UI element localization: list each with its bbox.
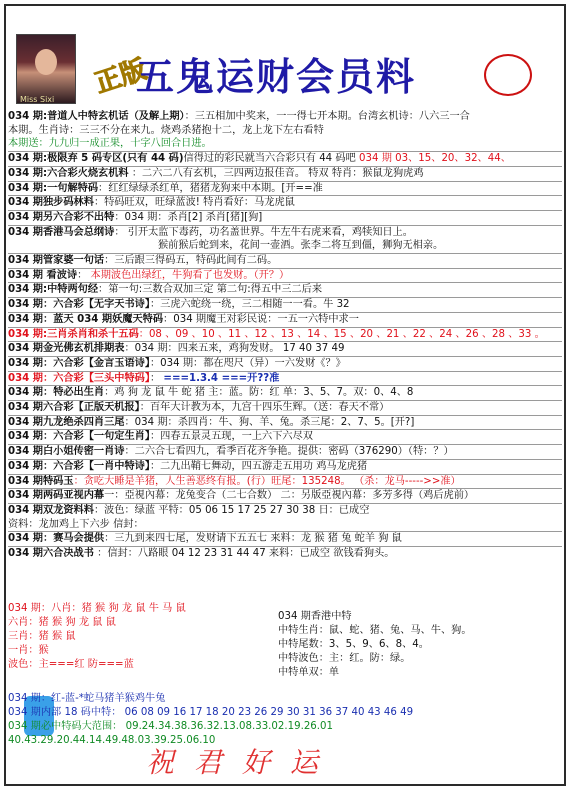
text-span: 034 期: bbox=[8, 153, 48, 165]
text-span: ：红红绿绿杀红单，猪猪龙狗来中本期。[开==准 bbox=[98, 182, 323, 194]
text-span: 六合彩【无字天书诗】 bbox=[53, 299, 150, 311]
text-span: 034 期: bbox=[8, 111, 48, 122]
bottom-left-line bbox=[8, 630, 278, 644]
text-span: 034 期: bbox=[8, 182, 48, 194]
text-span: ===1.3.4 ===开??准 bbox=[163, 372, 280, 384]
text-span: 034 期 03、15、20、32、44、 bbox=[355, 153, 511, 165]
text-span: 贪吃大睡是羊猪，人生善恶终有报。(行）旺尾：135248。 （杀：龙马----->>准） bbox=[83, 475, 461, 487]
text-span: 六合彩【三头中特码】 bbox=[53, 372, 150, 384]
text-span: 特必出生肖 bbox=[53, 387, 105, 399]
text-span: 赛马会提供 bbox=[53, 533, 105, 545]
text-span: 香港马会总纲诗 bbox=[43, 226, 115, 238]
text-span: 另六合彩不出特 bbox=[43, 211, 115, 223]
face-shape bbox=[35, 49, 57, 75]
text-span: 六合彩【金言玉语诗】 bbox=[53, 357, 150, 369]
page-title: 五鬼运财会员料 bbox=[136, 55, 417, 99]
content-lines bbox=[8, 110, 562, 561]
text-span: 一肖：猴 bbox=[8, 645, 49, 656]
text-span: 金光佛玄机排期表 bbox=[43, 343, 125, 355]
content-line bbox=[8, 253, 562, 268]
text-span: 六合彩【一肖中特诗】 bbox=[53, 460, 150, 472]
text-span: 034 期： bbox=[8, 299, 54, 311]
content-line bbox=[8, 166, 562, 181]
text-span: ： bbox=[149, 372, 164, 384]
bottom-right-line bbox=[278, 652, 558, 666]
text-span: 034 期 bbox=[8, 490, 43, 502]
content-line bbox=[8, 400, 562, 415]
content-line bbox=[8, 268, 562, 283]
footer-line bbox=[8, 706, 562, 720]
footer-lines bbox=[8, 692, 562, 748]
text-span: 034 期： bbox=[8, 357, 54, 369]
page-frame bbox=[4, 4, 566, 786]
text-span: 中特两句经 bbox=[47, 284, 99, 296]
text-span: 034 期: bbox=[8, 167, 48, 179]
text-span: 034 期 bbox=[8, 211, 43, 223]
content-line bbox=[8, 518, 562, 532]
content-line bbox=[8, 474, 562, 489]
text-span: 034 期： bbox=[8, 533, 54, 545]
content-line bbox=[8, 546, 562, 561]
bottom-left-column bbox=[8, 602, 278, 672]
content-line bbox=[8, 415, 562, 430]
text-span: 双龙资料料 bbox=[43, 504, 94, 516]
text-span: ： bbox=[77, 269, 91, 281]
content-line bbox=[8, 371, 562, 386]
content-line bbox=[8, 341, 562, 356]
text-span: 中特生肖：鼠、蛇、猪、兔、马、牛、狗。 bbox=[278, 625, 472, 636]
text-span: 034 期： bbox=[8, 431, 54, 443]
text-span: 034 期：八肖：猪 猴 狗 龙 鼠 牛 马 鼠 bbox=[8, 603, 186, 614]
text-span: ：特码旺双，旺绿蓝波! 特肖看好：马龙虎鼠 bbox=[93, 197, 295, 209]
text-span: 白小姐传密一肖诗 bbox=[43, 446, 125, 458]
text-span: 034 期：红-蓝-*蛇马猪羊猴鸡牛兔 bbox=[8, 693, 166, 704]
text-span: 034 期: bbox=[8, 284, 48, 296]
content-line bbox=[8, 444, 562, 459]
text-span: 波色：主===红 防===蓝 bbox=[8, 659, 134, 670]
footer-line bbox=[8, 720, 562, 734]
bottom-left-line bbox=[8, 658, 278, 672]
text-span: 两码亚视内幕 bbox=[43, 490, 105, 502]
portrait-photo bbox=[16, 34, 76, 104]
content-line bbox=[8, 282, 562, 297]
bottom-left-line bbox=[8, 616, 278, 630]
text-span: 034 期 bbox=[8, 504, 43, 516]
text-span: ： bbox=[73, 475, 84, 487]
content-line bbox=[8, 225, 562, 240]
text-span: 中特单双：单 bbox=[278, 667, 340, 678]
text-span: 六合彩【正版天机报】 bbox=[43, 402, 140, 414]
text-span: 034 期 bbox=[8, 269, 47, 281]
content-line bbox=[8, 110, 562, 124]
content-line bbox=[8, 327, 562, 342]
text-span: 本期波色出绿红，牛狗看了也发财。（开？） bbox=[90, 269, 290, 281]
header bbox=[6, 6, 564, 106]
text-span: ：三五相加中奖来，一一得七开本期。台湾玄机诗：八六三一合 bbox=[184, 111, 470, 122]
text-span: 034 期 bbox=[8, 446, 43, 458]
text-span: 九龙绝杀四肖三尾 bbox=[43, 416, 125, 428]
bottom-right-line bbox=[278, 666, 558, 680]
text-span: 40.43.29.20.44.14.49.48.03.39.25.06.10 bbox=[8, 735, 216, 746]
text-span: 信得过的彩民就当六合彩只有 44 码吧 bbox=[183, 153, 356, 165]
content-line bbox=[8, 531, 562, 546]
content-line bbox=[8, 385, 562, 400]
text-span: 极限弃 5 码专区(只有 44 码) bbox=[47, 153, 184, 165]
text-span: 普道人中特玄机话（及解上期） bbox=[47, 111, 185, 122]
text-span: 三肖杀肖和杀十五码 bbox=[47, 328, 139, 340]
text-span: ：信封：八路眼 04 12 23 31 44 47 来料：已成空 欲钱看狗头。 bbox=[93, 548, 395, 560]
bottom-right-line bbox=[278, 638, 558, 652]
content-line bbox=[8, 137, 562, 151]
text-span: 猴前猴后蛇到来，花间一壶酒。张李二将互到僵，狮狗无相亲。 bbox=[158, 240, 444, 252]
text-span: 中特波色：主：红。防：绿。 bbox=[278, 653, 411, 664]
text-span: 资料：龙加鸡上下六步 信封： bbox=[8, 518, 144, 530]
text-span: 独步码林料 bbox=[43, 197, 94, 209]
seal-stamp bbox=[484, 54, 532, 96]
text-span: ：鸡 狗 龙 鼠 牛 蛇 猪 主：蓝。防：红 单：3、5、7。双：0、4、8 bbox=[104, 387, 414, 399]
text-span: 034 期 bbox=[8, 548, 43, 560]
text-span: ：波色：绿蓝 平特：05 06 15 17 25 27 30 38 日：已成空 bbox=[93, 504, 370, 516]
text-span: 034 期 bbox=[8, 197, 43, 209]
content-line bbox=[8, 312, 562, 327]
text-span: 看波诗 bbox=[46, 269, 78, 281]
text-span: 特码玉 bbox=[43, 475, 74, 487]
content-line bbox=[8, 124, 562, 138]
text-span: 034 期 bbox=[8, 343, 43, 355]
text-span: ：二九出鞘七舞动，四五游走五用功 鸡马龙虎猪 bbox=[149, 460, 368, 472]
text-span: ：034 期魔王对彩民说：一五一六特中求一 bbox=[163, 313, 359, 325]
bottom-left-line bbox=[8, 644, 278, 658]
text-span: 034 期 bbox=[8, 416, 43, 428]
content-line bbox=[8, 151, 562, 166]
content-line bbox=[8, 181, 562, 196]
text-span: ：第一句:三数合双加三定 第二句:得五中三二后来 bbox=[98, 284, 323, 296]
text-span: 本期送：九九归一成正果，十字八回合日进。 bbox=[8, 138, 212, 150]
slogan: 祝君好运 bbox=[146, 746, 339, 779]
content-line bbox=[8, 488, 562, 503]
text-span: ：二六合七看四九，看季百花齐争艳。提供：密码（376290）（特：？） bbox=[124, 446, 454, 458]
text-span: ：三虎六蛇绕一绕，三二相随一一看。牛 32 bbox=[149, 299, 350, 311]
text-span: ：二六二八有玄机，三四两边报佳音。 特双 特肖：猴鼠龙狗虎鸡 bbox=[128, 167, 424, 179]
text-span: 034 期 bbox=[8, 226, 43, 238]
text-span: ：三后跟三得码五，特码此间有二码。 bbox=[104, 255, 278, 267]
text-span: ：08 、09 、10 、11 、12 、13 、14 、15 、20 、21 、22 、24 、26 、28 、33 。 bbox=[138, 328, 545, 340]
text-span: 管家婆一句话 bbox=[43, 255, 105, 267]
photo-caption: Miss Sixi bbox=[20, 95, 55, 104]
footer-line bbox=[8, 692, 562, 706]
text-span: ：三九到来四七尾，发财请下五五七 来料：龙 猴 猪 兔 蛇羊 狗 鼠 bbox=[104, 533, 402, 545]
text-span: 034 期 bbox=[8, 475, 43, 487]
text-span: 三肖：猪 猴 鼠 bbox=[8, 631, 76, 642]
content-line bbox=[8, 356, 562, 371]
content-line bbox=[8, 459, 562, 474]
text-span: 六合彩火烧玄机料 bbox=[47, 167, 129, 179]
text-span: 034 期香港中特 bbox=[278, 611, 352, 622]
content-line bbox=[8, 195, 562, 210]
text-span: 蓝天 034 期妖魔天特码 bbox=[53, 313, 164, 325]
text-span: 本期。生肖诗：三三不分在来九。烧鸡杀猪抱十二，龙上龙下左右看特 bbox=[8, 124, 324, 136]
text-span: 034 期： bbox=[8, 460, 54, 472]
text-span: ：034 期：四来五来，鸡狗发财。 17 40 37 49 bbox=[124, 343, 345, 355]
text-span: 一句解特码 bbox=[47, 182, 99, 194]
text-span: ：百年大计教为本，九宫十四乐生辉。（送：春天不常） bbox=[139, 402, 390, 414]
text-span: 034 期： bbox=[8, 372, 54, 384]
bottom-right-line bbox=[278, 610, 558, 624]
text-span: ：四春五景灵五现，一上六下六尽双 bbox=[149, 431, 313, 443]
text-span: 034 期： bbox=[8, 313, 54, 325]
text-span: 034 期内部 18 码中特： 06 08 09 16 17 18 20 23 26 29 30 31 36 37 40 43 46 49 bbox=[8, 707, 414, 718]
text-span: 一：亞視內幕：龙兔变合（二七合数） 二：另版亞視內幕：多芳多得（鸡后虎前） bbox=[104, 490, 475, 502]
bottom-left-line bbox=[8, 602, 278, 616]
zheng-badge: 正版 bbox=[91, 54, 151, 100]
bottom-right-column bbox=[278, 610, 558, 680]
text-span: 034 期必中特码大范围： 09.24.34.38.36.32.13.08.33.02.19.26.01 bbox=[8, 721, 333, 732]
bottom-right-line bbox=[278, 624, 558, 638]
text-span: 034 期: bbox=[8, 328, 48, 340]
text-span: ： 引开太监下毒药，功名盖世界。牛左牛右虎来看，鸡犊知日上。 bbox=[114, 226, 413, 238]
content-line bbox=[8, 429, 562, 444]
text-span: ：034 期：杀四肖：牛、狗、羊、兔。杀三尾：2、7、5。[开?] bbox=[124, 416, 415, 428]
text-span: 034 期 bbox=[8, 402, 43, 414]
text-span: 六合决战书 bbox=[43, 548, 94, 560]
text-span: 六肖：猪 猴 狗 龙 鼠 鼠 bbox=[8, 617, 116, 628]
text-span: 034 期： bbox=[8, 387, 54, 399]
content-line bbox=[8, 210, 562, 225]
text-span: 034 期 bbox=[8, 255, 43, 267]
text-span: 六合彩【一句定生肖】 bbox=[53, 431, 150, 443]
text-span: 中特尾数：3、5、9、6、8、4。 bbox=[278, 639, 429, 650]
content-line bbox=[8, 239, 562, 253]
text-span: ：034 期：杀肖[2] 杀肖[猪][狗] bbox=[114, 211, 263, 223]
content-line bbox=[8, 297, 562, 312]
content-line bbox=[8, 503, 562, 518]
text-span: ：034 期：都在咫尺（异）一六发财《？》 bbox=[149, 357, 346, 369]
